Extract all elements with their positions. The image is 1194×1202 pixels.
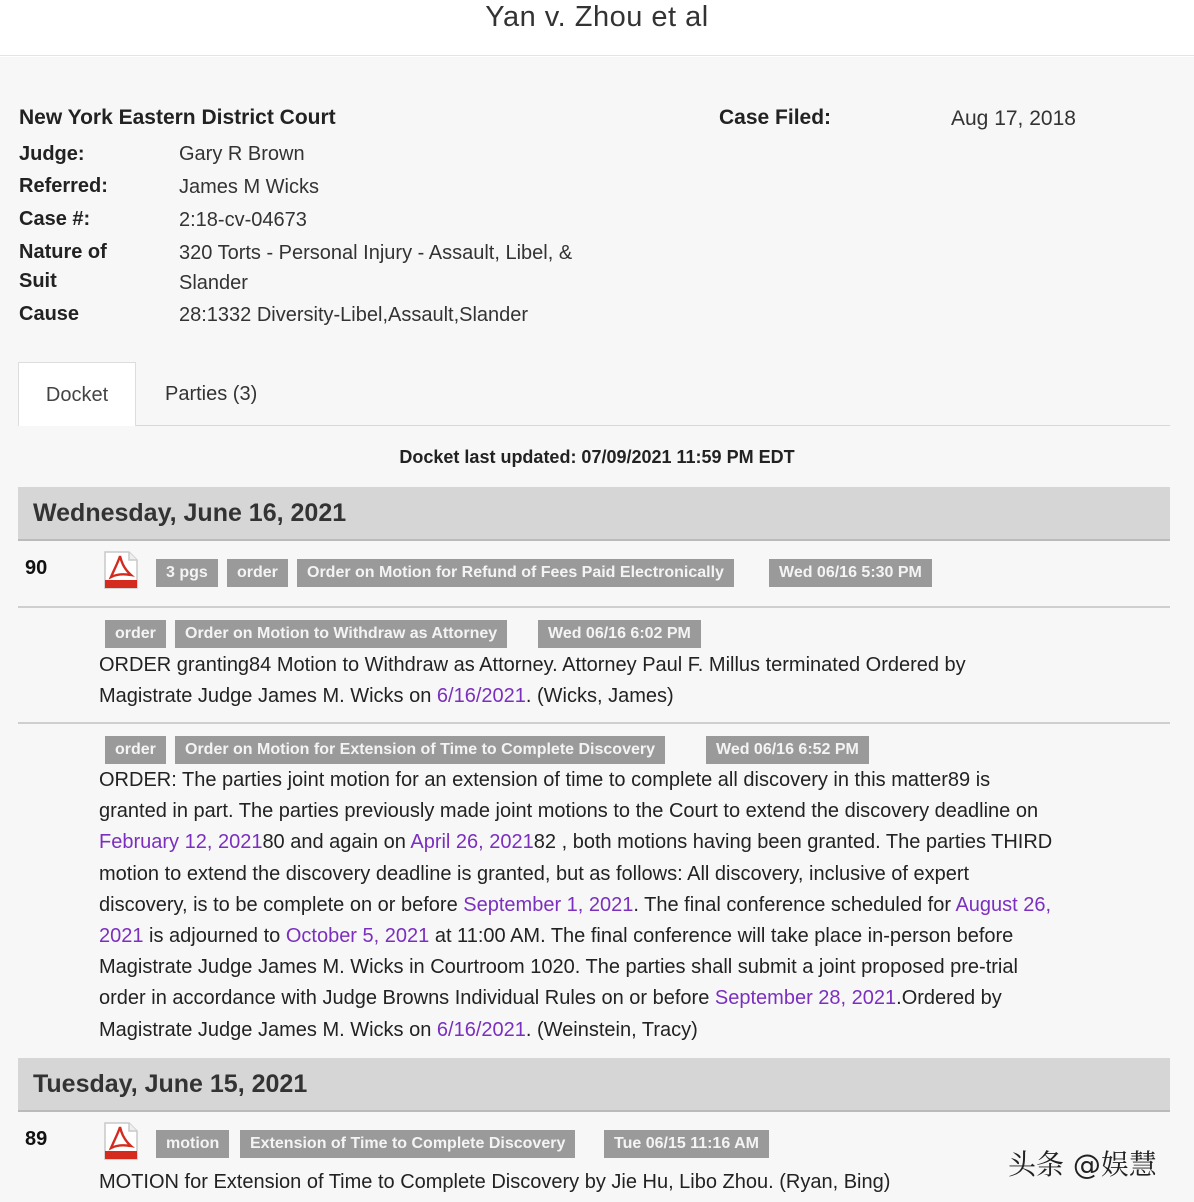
text-segment: discovery, is to be complete on or before (99, 893, 464, 916)
text-segment: .Ordered by (896, 987, 1002, 1010)
tab-bar (18, 362, 1170, 426)
page-title: Yan v. Zhou et al (485, 1, 709, 33)
date-link[interactable]: 2021 (99, 925, 144, 948)
entry-text: MOTION for Extension of Time to Complete Discovery by Jie Hu, Libo Zhou. (Ryan, Bing) (99, 1171, 891, 1193)
date-link[interactable]: April 26, 2021 (410, 831, 534, 854)
nature-label-1: Nature of (19, 241, 107, 263)
entry-number: 89 (25, 1128, 48, 1150)
entry-text-line: granted in part. The parties previously made joint motions to the Court to extend the discovery deadline on (99, 800, 1039, 823)
text-segment: . (Wicks, James) (525, 685, 674, 708)
date-link[interactable]: August 26, (955, 893, 1052, 916)
pdf-icon[interactable] (101, 1121, 141, 1161)
tag-datetime: Wed 06/16 5:30 PM (769, 559, 932, 587)
entry-text-line: ORDER granting84 Motion to Withdraw as Attorney. Attorney Paul F. Millus terminated Ordered by (99, 654, 966, 676)
tag-datetime: Wed 06/16 6:52 PM (706, 736, 869, 764)
cause-value: 28:1332 Diversity-Libel,Assault,Slander (179, 304, 529, 326)
entry-text-line (99, 827, 1159, 858)
date-link[interactable]: September 28, 2021 (714, 987, 897, 1010)
divider (18, 606, 1170, 608)
referred-label: Referred: (19, 175, 108, 197)
entry-text (99, 650, 1159, 712)
text-segment: at 11:00 AM. The final conference will take place in-person before (429, 925, 1014, 948)
text-segment: . The final conference scheduled for (633, 893, 956, 916)
tag-type: order (227, 559, 288, 587)
tag-description[interactable]: Order on Motion for Extension of Time to Complete Discovery (175, 736, 665, 764)
case-number-value: 2:18-cv-04673 (179, 209, 307, 231)
text-segment: 82 , both motions having been granted. The parties THIRD (533, 831, 1053, 854)
day-header (18, 1058, 1170, 1112)
tag-datetime: Tue 06/15 11:16 AM (604, 1130, 769, 1158)
entry-text-line (99, 681, 1159, 712)
case-filed-value: Aug 17, 2018 (951, 107, 1076, 130)
entry-text-line: ORDER: The parties joint motion for an extension of time to complete all discovery in this matter89 is (99, 769, 991, 791)
title-bar (0, 0, 1194, 56)
entry-text (99, 765, 1159, 1046)
day-header-title: Tuesday, June 15, 2021 (33, 1070, 308, 1098)
judge-value: Gary R Brown (179, 143, 305, 165)
day-header (18, 487, 1170, 541)
entry-text-line (99, 983, 1159, 1014)
text-segment: Magistrate Judge James M. Wicks on (99, 685, 437, 708)
judge-label: Judge: (19, 143, 85, 165)
text-segment: order in accordance with Judge Browns Individual Rules on or before (99, 987, 715, 1010)
text-segment: . (Weinstein, Tracy) (525, 1018, 698, 1041)
entry-text-line (99, 890, 1159, 921)
entry-number: 90 (25, 557, 48, 579)
date-link[interactable]: 6/16/2021 (436, 685, 526, 708)
pdf-icon[interactable] (101, 550, 141, 590)
entry-text-line: Magistrate Judge James M. Wicks in Courtroom 1020. The parties shall submit a joint proposed pre-trial (99, 956, 1018, 979)
text-segment: Magistrate Judge James M. Wicks on (99, 1018, 437, 1041)
text-segment: 80 and again on (262, 831, 411, 854)
tag-description[interactable]: Order on Motion to Withdraw as Attorney (175, 620, 507, 648)
entry-text-line (99, 1015, 1159, 1046)
day-header-title: Wednesday, June 16, 2021 (33, 499, 347, 527)
case-number-label: Case #: (19, 208, 91, 230)
watermark: 头条 @娱慧 (1008, 1148, 1157, 1181)
nature-label-2: Suit (19, 270, 57, 292)
referred-value: James M Wicks (179, 176, 319, 198)
tag-type: order (105, 736, 166, 764)
date-link[interactable]: February 12, 2021 (99, 831, 263, 854)
date-link[interactable]: September 1, 2021 (463, 893, 634, 916)
tag-description[interactable]: Order on Motion for Refund of Fees Paid Electronically (297, 559, 734, 587)
tag-type: motion (156, 1130, 229, 1158)
tag-pages: 3 pgs (156, 559, 218, 587)
entry-text-line (99, 921, 1159, 952)
tag-type: order (105, 620, 166, 648)
tag-datetime: Wed 06/16 6:02 PM (538, 620, 701, 648)
docket-last-updated: Docket last updated: 07/09/2021 11:59 PM EDT (399, 447, 795, 467)
tag-description[interactable]: Extension of Time to Complete Discovery (240, 1130, 575, 1158)
nature-value-1: 320 Torts - Personal Injury - Assault, Libel, & (179, 242, 573, 264)
divider (18, 722, 1170, 724)
court-name: New York Eastern District Court (19, 106, 336, 129)
nature-value-2: Slander (179, 272, 248, 294)
date-link[interactable]: October 5, 2021 (285, 925, 430, 948)
tab-parties[interactable]: Parties (3) (165, 383, 258, 405)
case-filed-label: Case Filed: (719, 106, 832, 129)
cause-label: Cause (19, 303, 80, 325)
entry-text-line: motion to extend the discovery deadline is granted, but as follows: All discovery, inclusive of expert (99, 862, 970, 885)
tab-docket[interactable]: Docket (18, 362, 136, 426)
text-segment: is adjourned to (143, 925, 286, 948)
date-link[interactable]: 6/16/2021 (436, 1018, 526, 1041)
